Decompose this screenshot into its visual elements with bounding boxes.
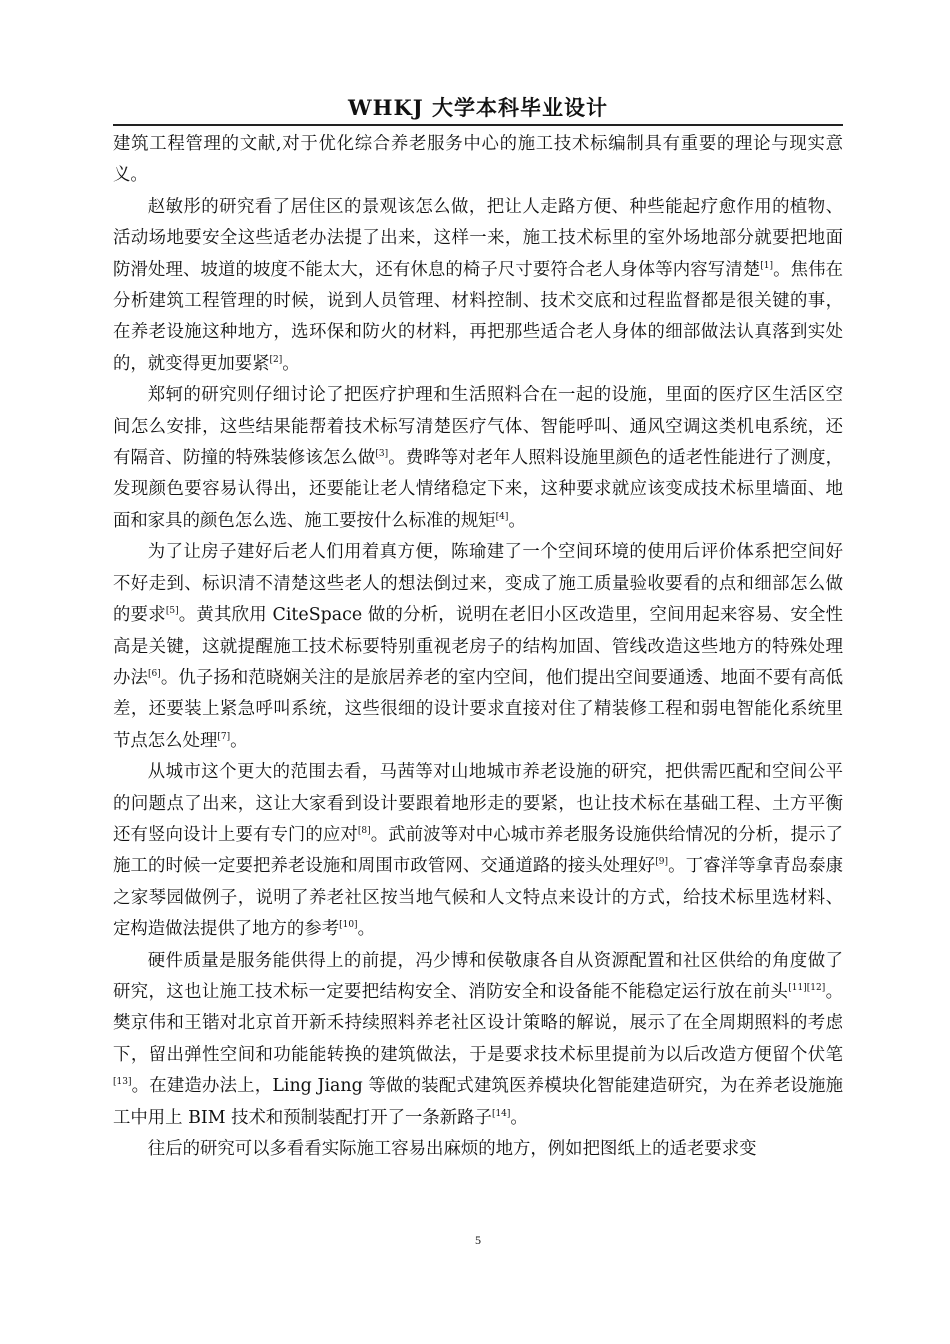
- citation-marker: [6]: [148, 668, 161, 679]
- citation-marker: [8]: [357, 825, 371, 836]
- paragraph: [113, 946, 843, 1134]
- page-number: 5: [475, 1233, 481, 1247]
- citation-marker: [13]: [113, 1077, 132, 1088]
- paragraph-text: 。樊京伟和王锴对北京首开新禾持续照料养老社区设计策略的解说，展示了在全周期照料的考虑下，留出弹性空间和功能能转换的建筑做法，于是要求技术标里提前为以后改造方便留个伏笔: [113, 981, 843, 1065]
- header-divider: [113, 124, 843, 126]
- citation-marker: [4]: [495, 511, 509, 522]
- body-text: [113, 129, 843, 1165]
- paragraph-text: 。: [508, 510, 526, 531]
- citation-marker: [14]: [491, 1108, 511, 1119]
- paragraph-text: 。丁睿洋等拿青岛泰康之家琴园做例子，说明了养老社区按当地气候和人文特点来设计的方式，给技术标里选材料、定构造做法提供了地方的参考: [113, 856, 843, 940]
- citation-marker: [10]: [339, 920, 358, 931]
- paragraph-text: 硬件质量是服务能供得上的前提，冯少博和侯敬康各自从资源配置和社区供给的角度做了研究，这也让施工技术标一定要把结构安全、消防安全和设备能不能稳定运行放在前头: [113, 950, 843, 1002]
- paragraph-text: 。在建造办法上，Ling Jiang 等做的装配式建筑医养模块化智能建造研究，为在养老设施施工中用上 BIM 技术和预制装配打开了一条新路子: [113, 1076, 843, 1128]
- citation-marker: [9]: [655, 857, 669, 868]
- paragraph-text: 郑轲的研究则仔细讨论了把医疗护理和生活照料合在一起的设施，里面的医疗区生活区空间怎么安排，这些结果能帮着技术标写清楚医疗气体、智能呼叫、通风空调这类机电系统，还有隔音、防撞的特殊装修该怎么做: [113, 385, 843, 469]
- citation-marker: [5]: [165, 606, 179, 617]
- paragraph-text: 。: [510, 1107, 528, 1128]
- paragraph: [113, 192, 843, 380]
- page-header-title: WHKJ 大学本科毕业设计: [348, 95, 608, 120]
- paragraph-text: 。: [230, 730, 248, 751]
- paragraph: [113, 537, 843, 757]
- paragraph-text: 。仇子扬和范晓娴关注的是旅居养老的室内空间，他们提出空间要通透、地面不要有高低差，还要装上紧急呼叫系统，这些很细的设计要求直接对住了精装修工程和弱电智能化系统里节点怎么处理: [113, 667, 843, 751]
- paragraph-text: 建筑工程管理的文献,对于优化综合养老服务中心的施工技术标编制具有重要的理论与现实意义。: [113, 134, 843, 186]
- paragraph-text: 往后的研究可以多看看实际施工容易出麻烦的地方，例如把图纸上的适老要求变: [147, 1139, 757, 1159]
- paragraph-text: 为了让房子建好后老人们用着真方便，陈瑜建了一个空间环境的使用后评价体系把空间好不好走到、标识清不清楚这些老人的想法倒过来，变成了施工质量验收要看的点和细部怎么做的要求: [113, 542, 843, 626]
- paragraph-text: 。费晔等对老年人照料设施里颜色的适老性能进行了测度，发现颜色要容易认得出，还要能让老人情绪稳定下来，这种要求就应该变成技术标里墙面、地面和家具的颜色怎么选、施工要按什么标准的规矩: [113, 448, 843, 531]
- paragraph-text: 。武前波等对中心城市养老服务设施供给情况的分析，提示了施工的时候一定要把养老设施和周围市政管网、交通道路的接头处理好: [113, 824, 843, 877]
- paragraph-text: 。焦伟在分析建筑工程管理的时候，说到人员管理、材料控制、技术交底和过程监督都是很关键的事，在养老设施这种地方，选环保和防火的材料，再把那些适合老人身体的细部做法认真落到实处的，就变得更加要紧: [113, 259, 843, 374]
- citation-marker: [11][12]: [788, 982, 826, 993]
- citation-marker: [1]: [760, 260, 773, 271]
- paragraph: [113, 1134, 843, 1165]
- citation-marker: [3]: [375, 449, 389, 460]
- citation-marker: [7]: [217, 731, 231, 742]
- citation-marker: [2]: [269, 354, 283, 365]
- paragraph: [113, 380, 843, 537]
- paragraph: [113, 757, 843, 945]
- paragraph-text: 。: [282, 353, 300, 374]
- paragraph: [113, 129, 843, 192]
- paragraph-text: 。: [357, 919, 375, 940]
- paragraph-text: 赵敏彤的研究看了居住区的景观该怎么做，把让人走路方便、种些能起疗愈作用的植物、活动场地要安全这些适老办法提了出来，这样一来，施工技术标里的室外场地部分就要把地面防滑处理、坡道的坡度不能太大，还有休息的椅子尺寸要符合老人身体等内容写清楚: [113, 196, 843, 280]
- paragraph-text: 从城市这个更大的范围去看，马茜等对山地城市养老设施的研究，把供需匹配和空间公平的问题点了出来，这让大家看到设计要跟着地形走的要紧，也让技术标在基础工程、土方平衡还有竖向设计上要有专门的应对: [113, 762, 843, 845]
- paragraph-text: 。黄其欣用 CiteSpace 做的分析，说明在老旧小区改造里，空间用起来容易、安全性高是关键，这就提醒施工技术标要特别重视老房子的结构加固、管线改造这些地方的特殊处理办法: [113, 605, 843, 688]
